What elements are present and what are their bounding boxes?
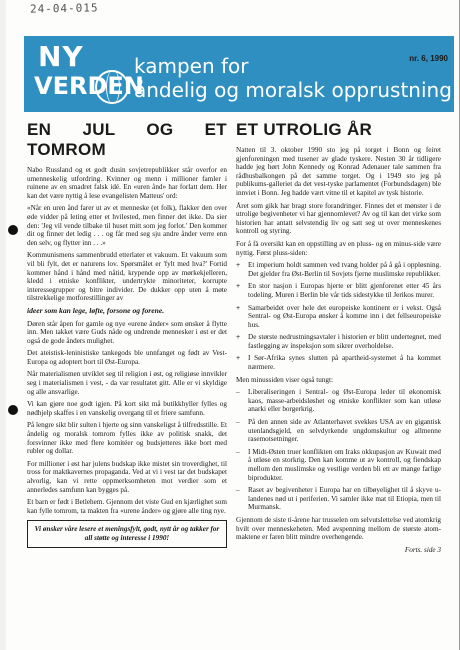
scan-edge xyxy=(0,0,6,650)
paragraph: Når materialismen utviklet seg til religion i øst, og religiøse innvikler seg i materialismen i vest, - da var resultatet gitt. Alle er vi skyldige og alle ansvarlige. xyxy=(27,370,227,396)
punch-hole xyxy=(8,405,18,415)
list-item: – I Midt-Østen truer konflikten om Iraks okkupasjon av Kuwait med å utløse en storkrig. Den kan komme ut av kontroll, og fiendskap mellom den muslimske og vestlige verden bli ett av mange farlige biprodukter. xyxy=(236,448,441,482)
paragraph: Natten til 3. oktober 1990 sto jeg på torget i Bonn og feiret gjenforeningen med tusener av glade tyskere. Nesten 30 år tidligere hadde jeg hørt John Kennedy og Konrad Adenauer tale sammen fra rådhusbalkongen på det samme torget. Og i 1949 sto jeg på publikums-galleriet da det vest-tyske parlamentet (Forbundsdagen) ble innviet i Bonn. Jeg hadde vært vitne til et kapitel av tysk historie. xyxy=(236,146,441,197)
paragraph: Gjennom de siste ti-årene har trusselen om selvutslettelse ved atomkrig hvilt over menneskeheten. Med avspenning mellom de største atom-maktene er faren blitt mindre overhengende. xyxy=(236,515,441,542)
paragraph: For millioner i øst har julens budskap ikke mistet sin troverdighet, til tross for maktkavernes propaganda. Ved at vi i vest tar det budskapet alvorlig, kan vi rette oppmerksomheten mot verdier som et annerledes samfunn kan bygges på. xyxy=(27,459,227,494)
paragraph: Nabo Russland og et godt dusin sovjetrepublikker står overfor en umenneskelig utfordring. Kvinner og menn i millioner famler i ruinene av en smadret falsk idé. En «uren ånd» har forlatt dem. Her kan det være nyttig å lese evangelisten Matteus' ord: xyxy=(27,166,227,200)
punch-hole xyxy=(8,225,18,235)
list-item: – Liberaliseringen i Sentral- og Øst-Europa leder til økonomisk kaos, masse-arbeidsløshet og etniske konflikter som kan utløse anarki eller borgerkrig. xyxy=(236,388,441,414)
minus-list xyxy=(236,388,441,512)
logo-ny: NY xyxy=(38,40,84,73)
list-item: + En stor nasjon i Europas hjerte er blitt gjenforenet etter 45 års todeling. Muren i Berlin ble vår tids sidestykke til Jerikos murer. xyxy=(236,282,441,299)
continued-note: Forts. side 3 xyxy=(404,545,441,554)
paragraph: «Når en uren ånd farer ut av et menneske (et folk), flakker den over øde vidder på leting etter et hvilested, men finner det ikke. Da sier den: 'Jeg vil vende tilbake til huset mitt som jeg forlot.' Den kommer dit og finner det ledig . . . og får med seg sju andre ånder verre enn den selv, og flytter inn . . .» xyxy=(27,204,227,247)
plus-list xyxy=(236,261,441,372)
paragraph: Året som gikk har bragt store forandringer. Finnes det et mønster i de utrolige begivenheter vi har gjennomlevet? Av og til kan det virke som historien har antatt selvstendig liv og satt seg ut over menneskenes kontroll og styring. xyxy=(236,201,441,236)
list-item: + Samarbeidet over hele det europeiske kontinent er i vekst. Også Sentral- og Øst-Europa ønsker å komme inn i det fellseuropeiske hus. xyxy=(236,304,441,330)
paragraph: Kommunismens sammenbrudd etterlater et vakuum. Et vakuum som vil bli fylt, det er naturens lov. Spørsmålet er 'fylt med hva?' Fortid kommer hånd i hånd med nåtid, krypende opp av mørkekjelleren, kledd i etniske konflikter, undertrykte minoriteter, korrupte interessegrupper og bitre individer. De dukker opp uten å møte tilstrekkelige motforestillinger av xyxy=(27,251,227,303)
logo-verden: VERDEN xyxy=(34,72,144,100)
list-item: + I Sør-Afrika synes slutten på apartheid-systemet å ha kommet nærmere. xyxy=(236,354,441,371)
minus-intro: Men minussiden viser også tungt: xyxy=(236,375,334,384)
new-year-callout: Vi ønsker våre lesere et meningsfylt, godt, nytt år og takker for all støtte og interesse i 1990! xyxy=(27,520,227,548)
list-item: – Raset av begivenheter i Europa har en tilbøyelighet til å skyve u-landenes nød ut i periferien. Vi samler ikke mat til Etiopia, men til Murmansk. xyxy=(236,486,441,512)
handwritten-annotation: 24-04-015 xyxy=(29,1,99,16)
left-article xyxy=(27,120,227,548)
tagline xyxy=(134,54,452,102)
tagline-line1: kampen for xyxy=(134,54,249,78)
globe-icon xyxy=(95,70,129,104)
tagline-line2: åndelig og moralsk opprustning xyxy=(134,78,452,102)
paragraph: Døren står åpen for gamle og nye «urene ånder» som ønsker å flytte inn. Men takket være Guds nåde og undrende mennesker i øst er det også de gode ånders mulighet. xyxy=(27,319,227,345)
list-item: + Et imperium holdt sammen ved tvang holder på å gå i oppløsning. Det gjelder fra Øst-Berlin til Sovjets fjerne muslimske republikker. xyxy=(236,261,441,278)
emphasis-line: ideer som kan lege, løfte, forsone og forene. xyxy=(27,305,165,315)
issue-number: nr. 6, 1990 xyxy=(409,54,448,63)
ny-verden-logo xyxy=(30,40,144,110)
list-item: – På den annen side av Atlanterhavet svekkes USA av en gigantisk utenlandsgjeld, en selvdyrkende ungdomskultur og allmenne rasemotsetninger. xyxy=(236,418,441,444)
paragraph: Det ateistisk-leninistiske tankegods ble unnfanget og født av Vest-Europa og adoptert bort til Øst-Europa. xyxy=(27,349,227,366)
paragraph: Et barn er født i Betlehem. Gjennom det viste Gud en kjærlighet som kan fylle tomrom, ta makten fra «urene ånder» og gjøre alle ting nye. xyxy=(27,498,227,515)
masthead xyxy=(24,36,454,112)
left-headline: EN JUL OG ET TOMROM xyxy=(27,120,227,159)
right-article xyxy=(236,120,441,558)
right-headline: ET UTROLIG ÅR xyxy=(236,120,373,139)
list-item: + De største nedrustningsavtaler i historien er blitt undertegnet, med fastlegging av inspeksjon som sikrer overholdelse. xyxy=(236,333,441,350)
paragraph: På lengre sikt blir sulten i hjerte og sinn vanskeligst å tilfredsstille. Et åndelig og moralsk tomrom fylles ikke av politisk snakk, det forsvinner ikke med flere komitéer og budsjetteres ikke bort med rubler og dollar. xyxy=(27,421,227,456)
paragraph: Vi kan gjøre noe godt igjen. På kort sikt må butikkhyller fylles og nødhjelp skaffes i en vanskelig overgang til et friere samfunn. xyxy=(27,400,227,417)
paragraph: For å fà oversikt kan en oppstilling av en pluss- og en minus-side være nyttig. Først pluss-siden: xyxy=(236,239,441,257)
